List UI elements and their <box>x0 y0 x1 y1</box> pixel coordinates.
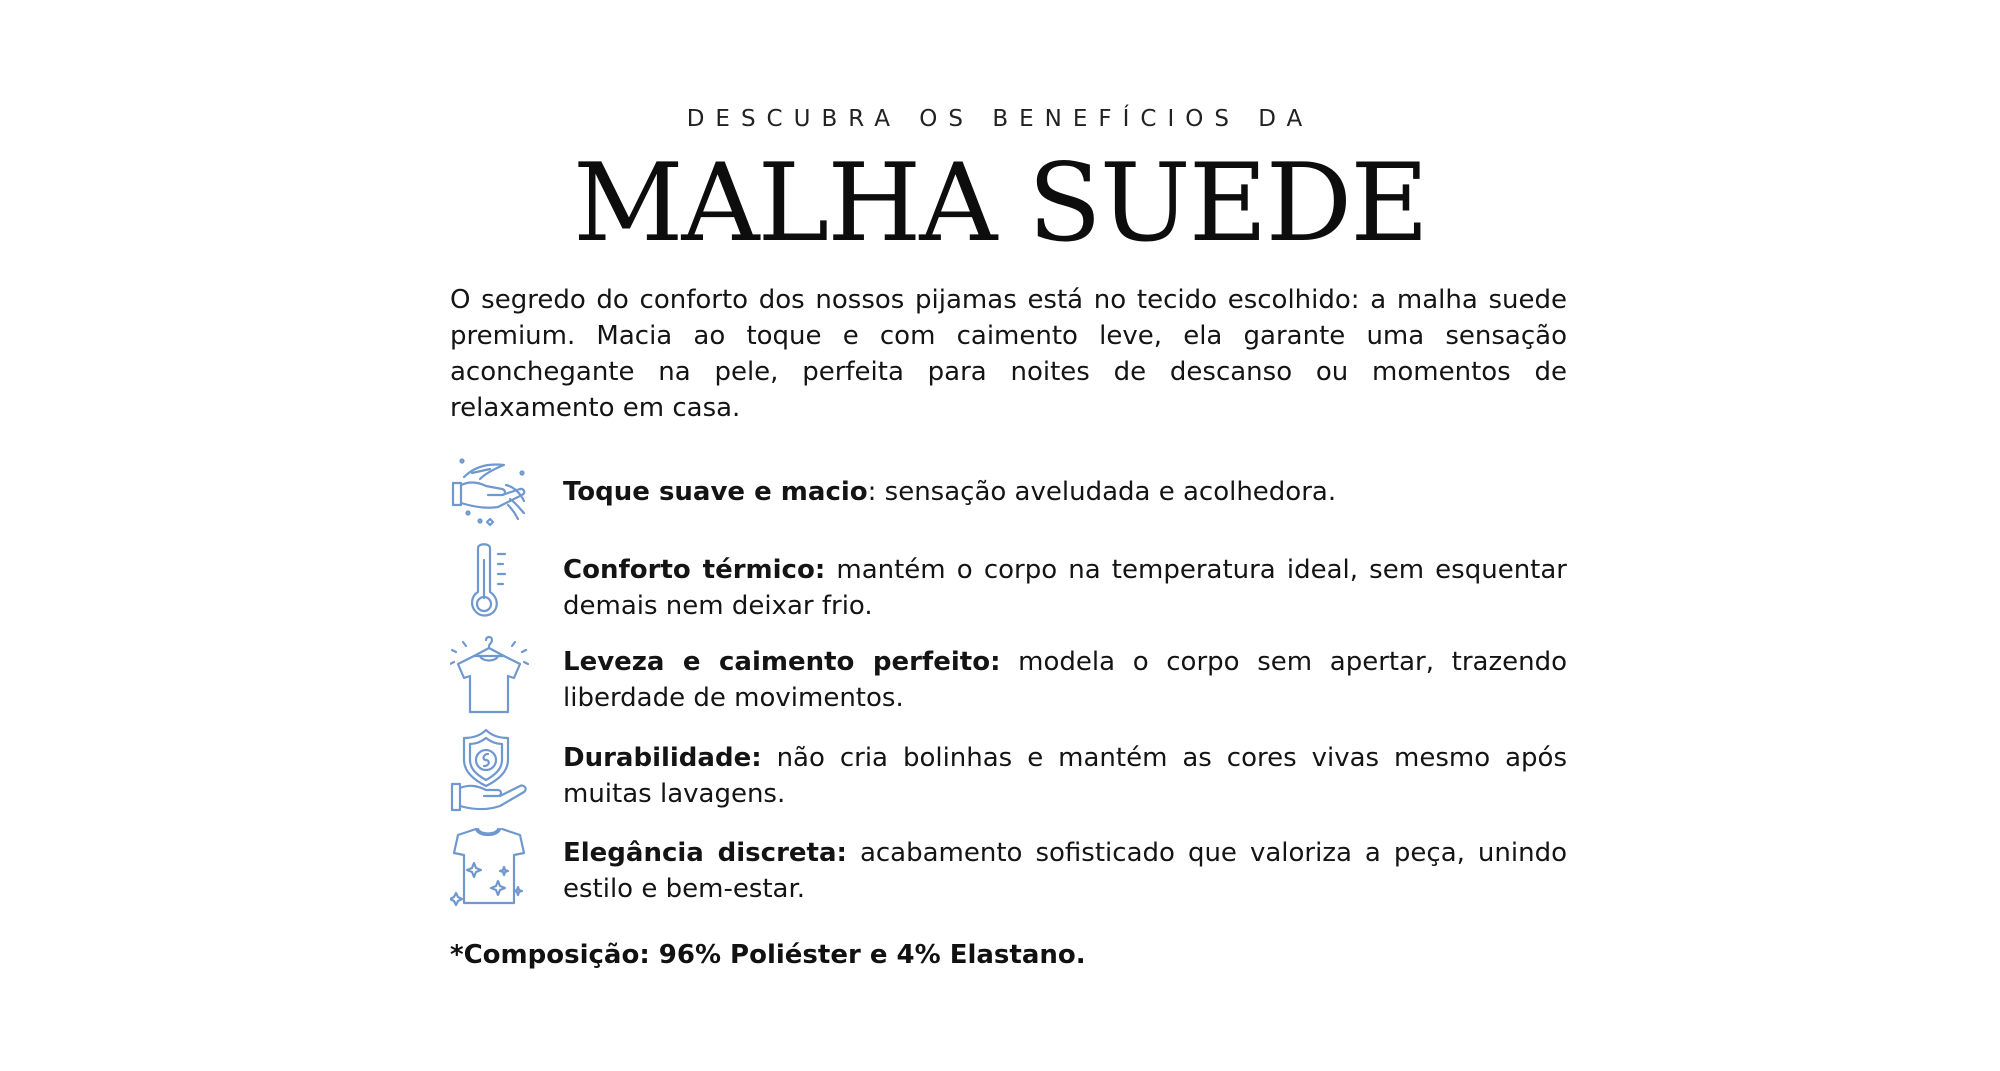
benefit-text <box>563 740 1567 812</box>
page-title: MALHA SUEDE <box>572 141 1428 266</box>
benefit-text <box>563 644 1567 716</box>
composition-note: *Composição: 96% Poliéster e 4% Elastano. <box>450 940 1086 970</box>
benefit-text <box>563 552 1567 624</box>
benefit-item-elegance <box>450 823 1567 913</box>
benefit-title: Toque suave e macio <box>563 477 868 507</box>
sparkle-shirt-icon <box>450 823 530 907</box>
benefit-title: Elegância discreta: <box>563 838 847 868</box>
eyebrow-heading: DESCUBRA OS BENEFÍCIOS DA <box>686 106 1314 132</box>
benefit-item-soft-touch <box>450 455 1567 545</box>
benefit-title: Durabilidade: <box>563 743 762 773</box>
benefit-title: Conforto térmico: <box>563 555 826 585</box>
benefit-text <box>563 835 1567 907</box>
benefit-description: : sensação aveludada e acolhedora. <box>867 477 1337 507</box>
benefit-description: não cria bolinhas e mantém as cores vivas mesmo após muitas lavagens. <box>563 743 1567 809</box>
hand-feather-icon <box>450 455 530 539</box>
benefit-title: Leveza e caimento perfeito: <box>563 647 1001 677</box>
benefit-item-lightness <box>450 632 1567 722</box>
intro-paragraph: O segredo do conforto dos nossos pijamas está no tecido escolhido: a malha suede premium. Macia ao toque e com caimento leve, ela garante uma sensação aconchegante na pele, perfeita para noites de descanso ou momentos de relaxamento em casa. <box>450 285 1567 423</box>
shirt-hanger-icon <box>450 632 530 716</box>
benefit-text <box>563 474 1567 510</box>
thermometer-icon <box>450 540 530 624</box>
shield-hand-icon <box>450 728 530 812</box>
benefit-description: mantém o corpo na temperatura ideal, sem esquentar demais nem deixar frio. <box>563 555 1567 621</box>
benefit-description: acabamento sofisticado que valoriza a peça, unindo estilo e bem-estar. <box>563 838 1567 904</box>
benefit-description: modela o corpo sem apertar, trazendo liberdade de movimentos. <box>563 647 1567 713</box>
benefit-item-durability <box>450 728 1567 818</box>
benefit-item-thermal-comfort <box>450 540 1567 630</box>
